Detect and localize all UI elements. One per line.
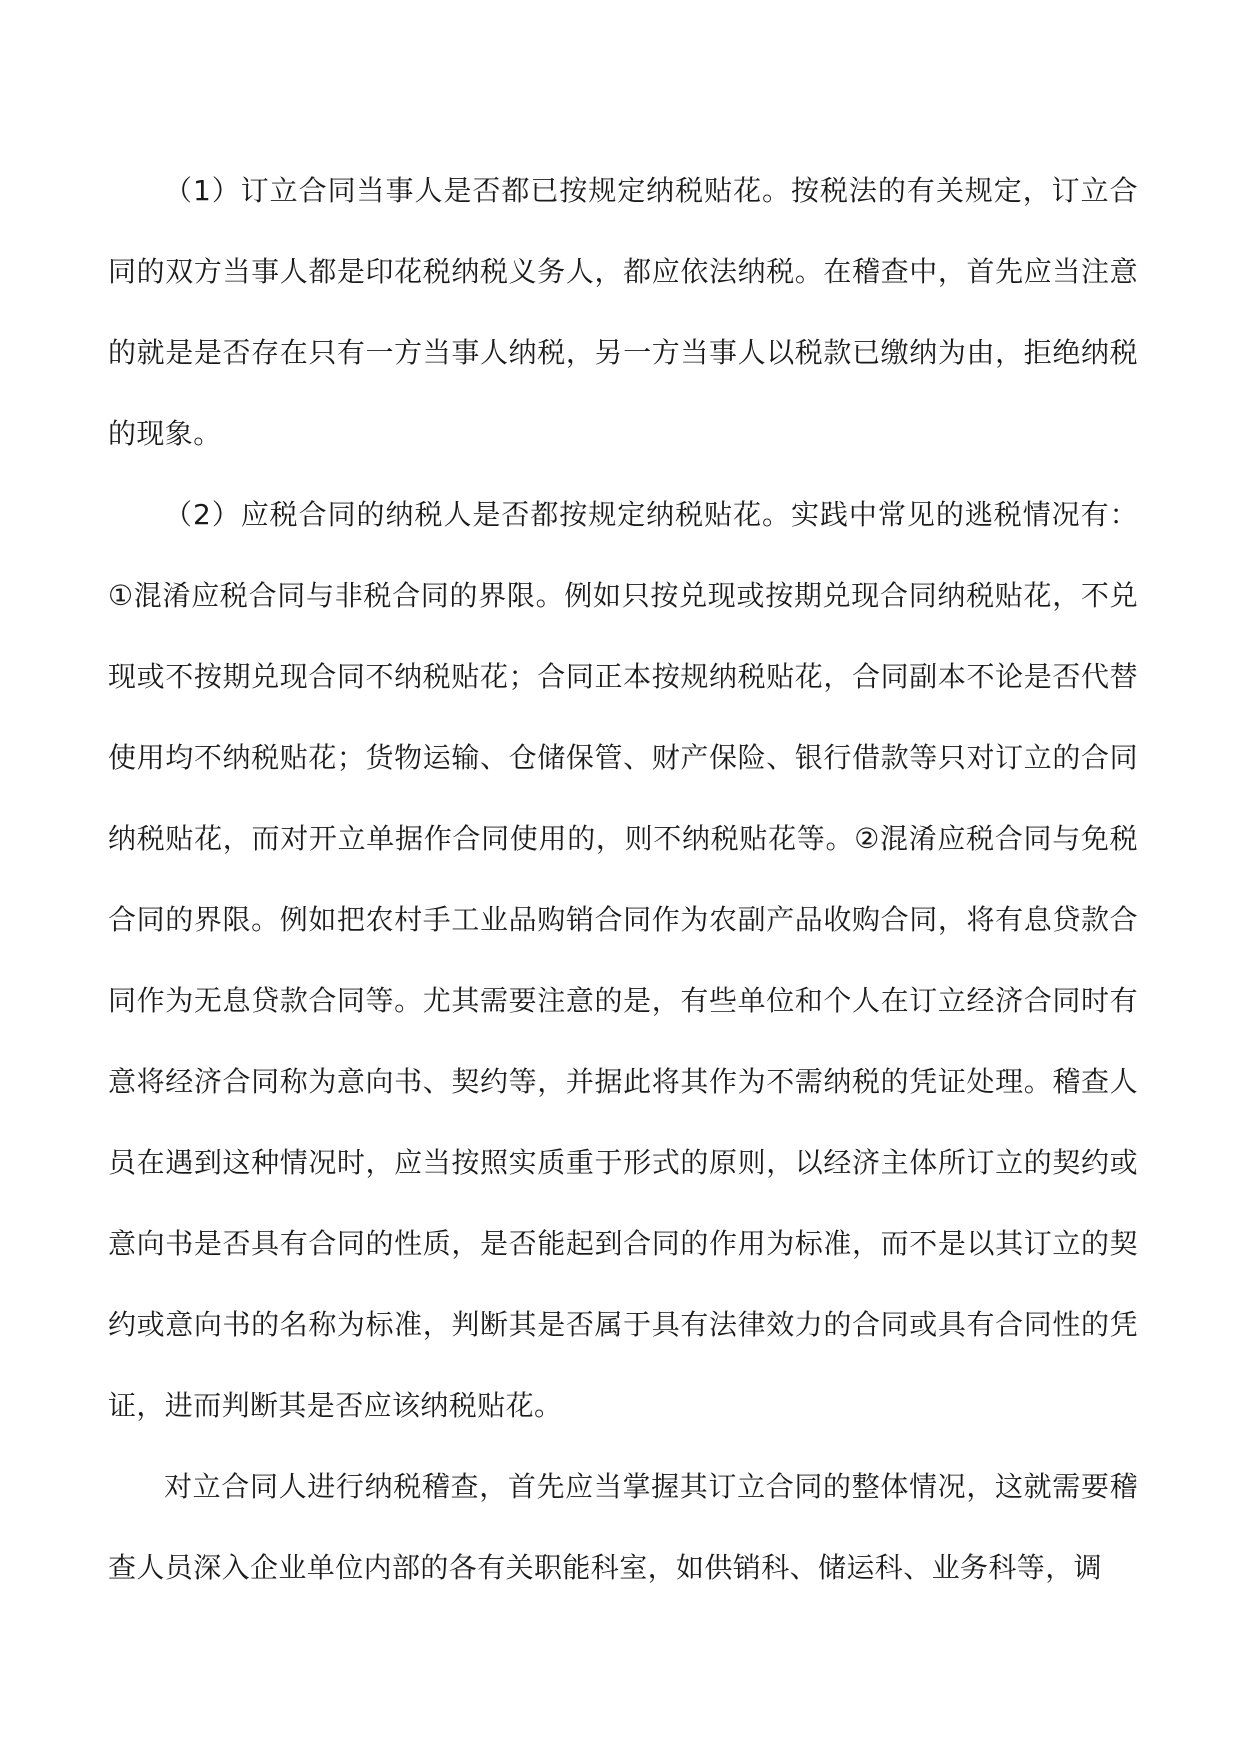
- paragraph-signatory-parties: （1）订立合同当事人是否都已按规定纳税贴花。按税法的有关规定，订立合同的双方当事人都是印花税纳税义务人，都应依法纳税。在稽查中，首先应当注意的就是是否存在只有一方当事人纳税，另一方当事人以税款已缴纳为由，拒绝纳税的现象。: [108, 174, 1138, 450]
- document-page: [108, 150, 1138, 1608]
- paragraph-taxable-contracts: （2）应税合同的纳税人是否都按规定纳税贴花。实践中常见的逃税情况有：①混淆应税合同与非税合同的界限。例如只按兑现或按期兑现合同纳税贴花，不兑现或不按期兑现合同不纳税贴花；合同正本按规纳税贴花，合同副本不论是否代替使用均不纳税贴花；货物运输、仓储保管、财产保险、银行借款等只对订立的合同纳税贴花，而对开立单据作合同使用的，则不纳税贴花等。②混淆应税合同与免税合同的界限。例如把农村手工业品购销合同作为农副产品收购合同，将有息贷款合同作为无息贷款合同等。尤其需要注意的是，有些单位和个人在订立经济合同时有意将经济合同称为意向书、契约等，并据此将其作为不需纳税的凭证处理。稽查人员在遇到这种情况时，应当按照实质重于形式的原则，以经济主体所订立的契约或意向书是否具有合同的性质，是否能起到合同的作用为标准，而不是以其订立的契约或意向书的名称为标准，判断其是否属于具有法律效力的合同或具有合同性的凭证，进而判断其是否应该纳税贴花。: [108, 498, 1138, 1422]
- paragraph-audit-procedure: 对立合同人进行纳税稽查，首先应当掌握其订立合同的整体情况，这就需要稽查人员深入企业单位内部的各有关职能科室，如供销科、储运科、业务科等，调: [108, 1470, 1138, 1584]
